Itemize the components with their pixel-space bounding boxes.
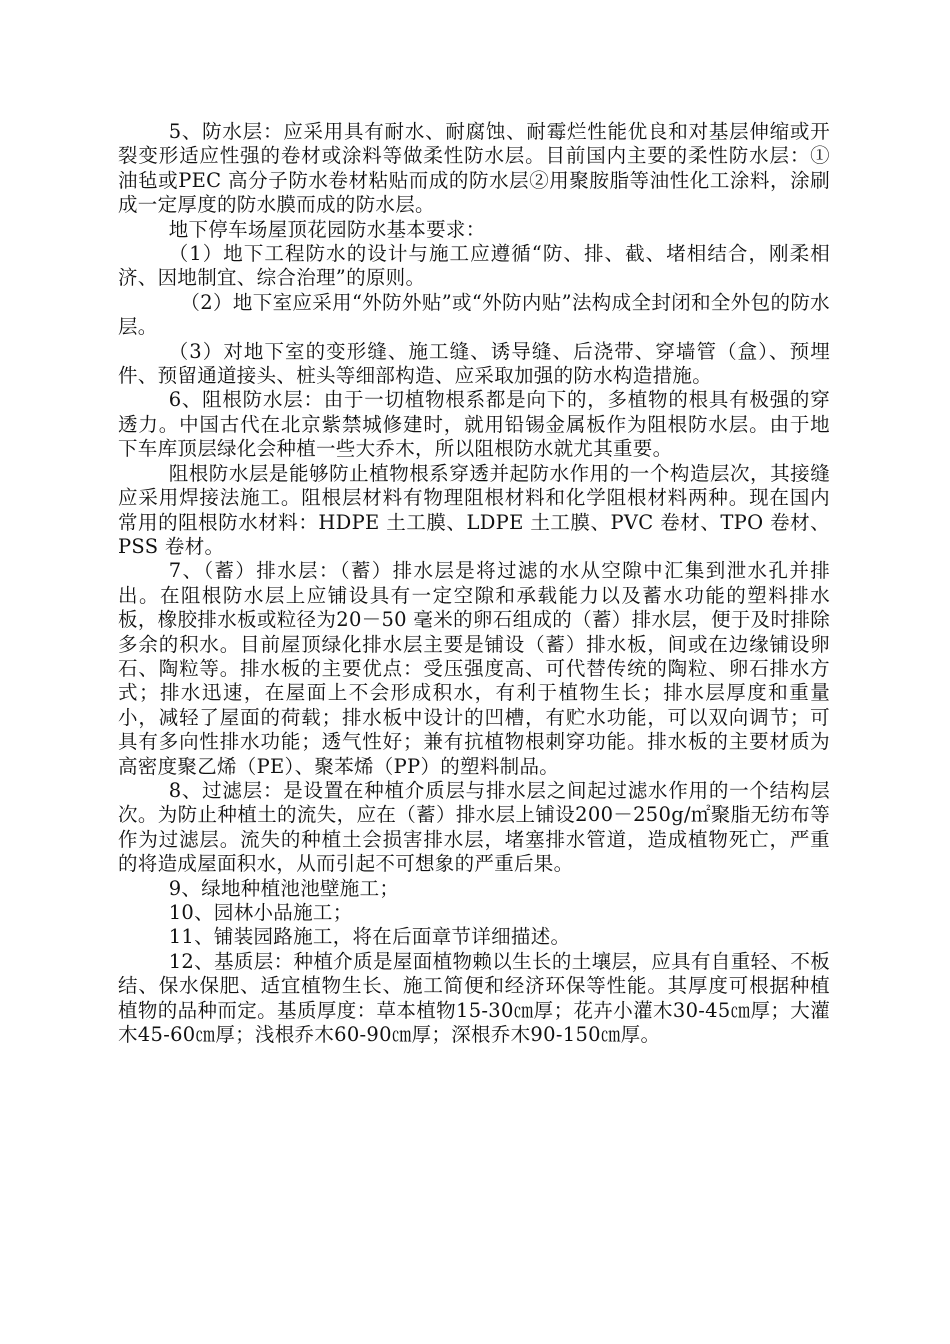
paragraph-drainage-layer: 7、（蓄）排水层：（蓄）排水层是将过滤的水从空隙中汇集到泄水孔并排出。在阻根防水层上应铺设具有一定空隙和承载能力以及蓄水功能的塑料排水板，橡胶排水板或粒径为20－50 毫米的卵石组成的（蓄）排水层，便于及时排除多余的积水。目前屋顶绿化排水层主要是铺设（蓄）排水板，间或在边缘铺设卵石、陶粒等。排水板的主要优点：受压强度高、可代替传统的陶粒、卵石排水方式；排水迅速，在屋面上不会形成积水，有利于植物生长；排水层厚度和重量小，减轻了屋面的荷载；排水板中设计的凹槽，有贮水功能，可以双向调节；可具有多向性排水功能；透气性好；兼有抗植物根刺穿功能。排水板的主要材质为高密度聚乙烯（PE）、聚苯烯（PP）的塑料制品。 xyxy=(118,559,830,778)
paragraph-filter-layer: 8、过滤层：是设置在种植介质层与排水层之间起过滤水作用的一个结构层次。为防止种植土的流失，应在（蓄）排水层上铺设200－250g/㎡聚脂无纺布等作为过滤层。流失的种植土会损害排水层，堵塞排水管道，造成植物死亡，严重的将造成屋面积水，从而引起不可想象的严重后果。 xyxy=(118,778,830,876)
paragraph-paving-paths: 11、铺装园路施工，将在后面章节详细描述。 xyxy=(168,925,571,949)
paragraph-root-barrier-layer: 6、阻根防水层：由于一切植物根系都是向下的，多植物的根具有极强的穿透力。中国古代在北京紫禁城修建时，就用铅锡金属板作为阻根防水层。由于地下车库顶层绿化会种植一些大乔木，所以阻根防水就尤其重要。 xyxy=(118,388,830,461)
paragraph-requirement-1: （1）地下工程防水的设计与施工应遵循“防、排、截、堵相结合，刚柔相济、因地制宜、综合治理”的原则。 xyxy=(118,242,830,290)
paragraph-root-barrier-materials: 阻根防水层是能够防止植物根系穿透并起防水作用的一个构造层次，其接缝应采用焊接法施工。阻根层材料有物理阻根材料和化学阻根材料两种。现在国内常用的阻根防水材料：HDPE 土工膜、LDPE 土工膜、PVC 卷材、TPO 卷材、PSS 卷材。 xyxy=(118,461,830,558)
paragraph-parking-roof-requirements: 地下停车场屋顶花园防水基本要求： xyxy=(168,217,486,241)
paragraph-garden-features: 10、园林小品施工； xyxy=(168,901,353,924)
paragraph-waterproof-layer: 5、防水层：应采用具有耐水、耐腐蚀、耐霉烂性能优良和对基层伸缩或开裂变形适应性强的卷材或涂料等做柔性防水层。目前国内主要的柔性防水层：①油毡或PEC 高分子防水卷材粘贴而成的防水层②用聚胺脂等油性化工涂料，涂刷成一定厚度的防水膜而成的防水层。 xyxy=(118,120,830,217)
paragraph-requirement-2: （2）地下室应采用“外防外贴”或“外防内贴”法构成全封闭和全外包的防水层。 xyxy=(118,290,830,339)
paragraph-planting-pool-wall: 9、绿地种植池池壁施工； xyxy=(168,876,400,900)
paragraph-requirement-3: （3）对地下室的变形缝、施工缝、诱导缝、后浇带、穿墙管（盒）、预埋件、预留通道接头、桩头等细部构造、应采取加强的防水构造措施。 xyxy=(118,339,830,388)
document-body xyxy=(118,120,830,1047)
paragraph-substrate-layer: 12、基质层：种植介质是屋面植物赖以生长的土壤层，应具有自重轻、不板结、保水保肥、适宜植物生长、施工简便和经济环保等性能。其厚度可根据种植植物的品种而定。基质厚度：草本植物15-30㎝厚；花卉小灌木30-45㎝厚；大灌木45-60㎝厚；浅根乔木60-90㎝厚；深根乔木90-150㎝厚。 xyxy=(118,949,830,1047)
